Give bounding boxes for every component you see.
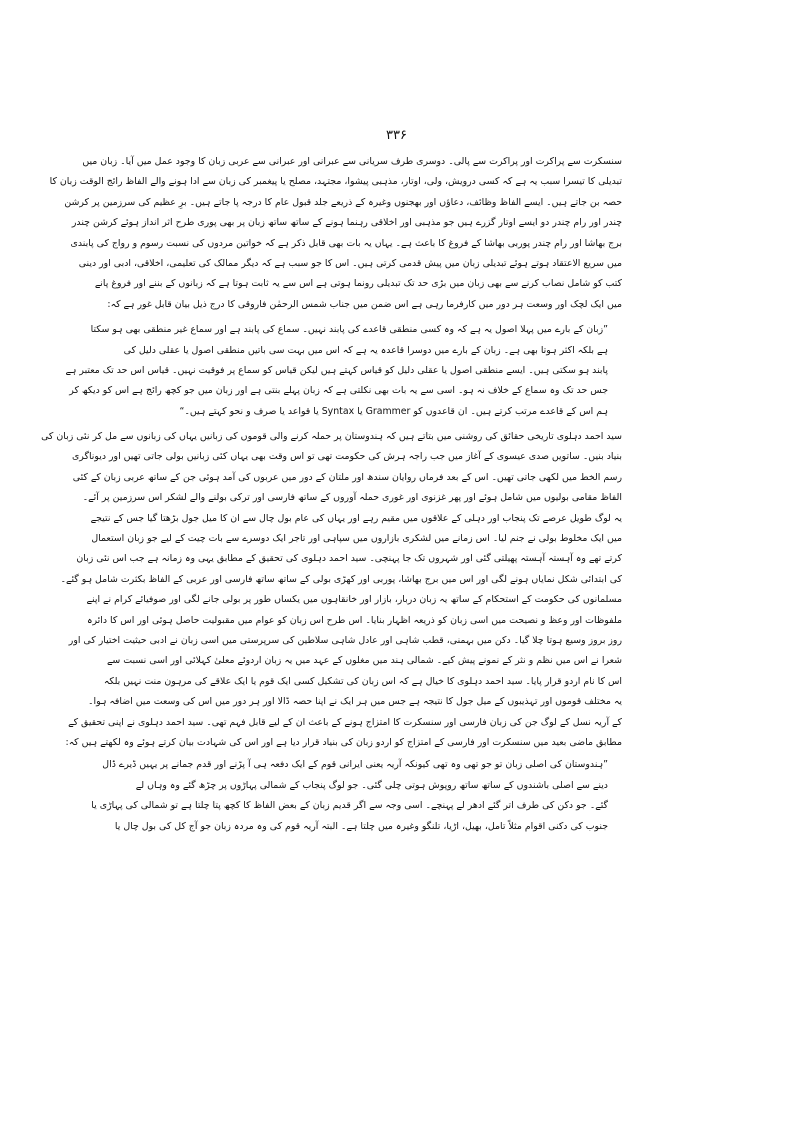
block-quote-1 (65, 320, 608, 422)
text-line: یہ مختلف قوموں اور تہذیبوں کے میل جول کا نتیجہ ہے جس میں ہر ایک نے اپنا حصہ ڈالا اور ہر دور میں اس کی وسعت میں اضافہ ہوا۔ (88, 696, 622, 708)
quote-line: جنوب کی دکنی اقوام مثلاً تامل، بھیل، اڑیا، تلنگو وغیرہ میں چلتا ہے۔ البتہ آریہ قوم کی وہ مردہ زبان جو آج کل کی بول چال یا (114, 820, 608, 832)
block-quote-2 (91, 755, 608, 837)
quote-line: ہم اس کے قاعدے مرتب کرتے ہیں۔ ان قاعدوں کو Grammer یا Syntax یا قواعد یا صرف و نحو کہتے ہیں۔“ (179, 405, 608, 417)
quote-line: ”ہندوستان کی اصلی زبان تو جو تھی وہ تھی کیونکہ آریہ یعنی ایرانی قوم کے ایک دفعہ ہی آ پڑنے اور قدم جمانے پر یہیں ڈیرے ڈال (102, 759, 608, 771)
text-line: میں سریع الاعتقاد ہوتے ہوئے تبدیلی زبان میں پیش قدمی کرتی ہیں۔ اس کا جو سبب ہے کہ دیگر ممالک کی تعلیمی، اخلاقی، ادبی اور دینی (78, 257, 622, 269)
text-line: کی ابتدائی شکل نمایاں ہونے لگی اور اس میں برج بھاشا، پوربی اور کھڑی بولی کے ساتھ ساتھ فارسی اور عربی کے الفاظ بکثرت شامل ہو گئے۔ (60, 573, 622, 585)
text-line: یہ لوگ طویل عرصے تک پنجاب اور دہلی کے علاقوں میں مقیم رہے اور یہاں کی عام بول چال سے ان کا میل جول بڑھتا گیا جس کے نتیجے (90, 512, 622, 524)
text-line: چندر اور رام چندر دو ایسے اوتار گزرے ہیں جو مذہبی اور اخلاقی رہنما ہونے کے ساتھ ساتھ زبان پر بھی پوری طرح اثر انداز ہوئے کرشن چندر (71, 217, 622, 229)
text-line: برج بھاشا اور رام چندر پوربی بھاشا کے فروغ کا باعث ہے۔ یہاں یہ بات بھی قابل ذکر ہے کہ خواتین مردوں کی نسبت رسوم و رواج کی پابندی (70, 237, 622, 249)
quote-line: گئے۔ جو دکن کی طرف اتر گئے ادھر لے پہنچے۔ اسی وجہ سے اگر قدیم زبان کے بعض الفاظ کا کچھ پتا چلتا ہے تو شمالی کی پہاڑی یا (91, 800, 608, 812)
text-line: مسلمانوں کی حکومت کے استحکام کے ساتھ یہ زبان دربار، بازار اور خانقاہوں میں یکساں طور پر بولی جانے لگی اور صوفیائے کرام نے اپنے (86, 594, 622, 606)
document-body (41, 152, 622, 837)
text-line: کرتے تھے وہ آہستہ آہستہ پھیلتی گئی اور شہروں تک جا پہنچی۔ سید احمد دہلوی کی تحقیق کے مطابق یہی وہ زمانہ ہے جب اس نئی زبان (76, 553, 622, 565)
text-line: مطابق ماضی بعید میں سنسکرت اور فارسی کے امتزاج کو اردو زبان کی بنیاد قرار دیا ہے اور اس کی شہادت بیان کرتے ہوئے وہ لکھتے ہیں کہ: (65, 736, 622, 748)
text-line: ملفوظات اور وعظ و نصیحت میں اسی زبان کو ذریعہ اظہار بنایا۔ اس طرح اس زبان کو عوام میں مقبولیت حاصل ہوئی اور اس کا دائرہ (86, 614, 622, 626)
page-number: ۳۳۶ (386, 128, 407, 143)
quote-line: جس حد تک وہ سماع کے خلاف نہ ہو۔ اسی سے یہ بات بھی نکلتی ہے کہ زبان پہلے بنتی ہے اور زبان میں جو کچھ رائج ہے اس کو دیکھ کر (69, 385, 608, 397)
text-line: اس کا نام اردو قرار پایا۔ سید احمد دہلوی کا خیال ہے کہ اس زبان کی تشکیل کسی ایک قوم یا ایک علاقے کی مرہون منت نہیں بلکہ (103, 675, 622, 687)
quote-line: پابند ہو سکتی ہیں۔ ایسے منطقی اصول یا عقلی دلیل کو قیاس کہتے ہیں لیکن قیاس کو سماع پر فوقیت نہیں۔ قیاس اس حد تک معتبر ہے (65, 364, 608, 376)
text-line: میں ایک مخلوط بولی نے جنم لیا۔ اس زمانے میں لشکری بازاروں میں سپاہی اور تاجر ایک دوسرے سے بات چیت کے لیے جو زبان استعمال (91, 533, 622, 545)
quote-line: ہے بلکہ اکثر ہوتا بھی ہے۔ زبان کے بارے میں دوسرا قاعدہ یہ ہے کہ اس میں بہت سی باتیں منطقی اصول یا عقلی دلیل کی (123, 344, 608, 356)
text-line: روز بروز وسیع ہوتا چلا گیا۔ دکن میں بہمنی، قطب شاہی اور عادل شاہی سلاطین کی سرپرستی میں اسی زبان نے ادبی حیثیت اختیار کی اور (68, 634, 622, 646)
text-line: شعرا نے اس میں نظم و نثر کے نمونے پیش کیے۔ شمالی ہند میں مغلوں کے عہد میں یہ زبان اردوئے معلیٰ کہلائی اور اسی نسبت سے (106, 655, 622, 667)
paragraph-1 (49, 152, 622, 315)
text-line: سید احمد دہلوی تاریخی حقائق کی روشنی میں بتاتے ہیں کہ ہندوستان پر حملہ کرنے والی قوموں کی زبانیں یہاں کی زبانوں سے مل کر نئی زبان کی (41, 431, 622, 443)
text-line: رسم الخط میں لکھی جاتی تھیں۔ اس کے بعد فرماں روایان سندھ اور ملتان کے دور میں عربوں کی آمد ہوئی جن کے ساتھ عربی زبان کے کئی (72, 471, 622, 483)
text-line: حصہ بن جاتے ہیں۔ ایسے الفاظ وظائف، دعاؤں اور بھجنوں وغیرہ کے ذریعے جلد قبول عام کا درجہ پا جاتے ہیں۔ برِ عظیم کی سرزمین پر کرشن (64, 196, 622, 208)
text-line: الفاظ مقامی بولیوں میں شامل ہوئے اور پھر غزنوی اور غوری حملہ آوروں کے ساتھ فارسی اور ترکی بولنے والے لشکر اس سرزمین پر آئے۔ (82, 492, 622, 504)
text-line: بنیاد بنیں۔ ساتویں صدی عیسوی کے آغاز میں جب راجہ ہرش کی حکومت تھی تو اس وقت بھی یہاں کئی زبانیں بولی جاتی تھیں اور دیوناگری (71, 451, 622, 463)
text-line: کے آریہ نسل کے لوگ جن کی زبان فارسی اور سنسکرت کا امتزاج ہونے کے باعث ان کے لیے قابل فہم تھی۔ سید احمد دہلوی نے اپنی تحقیق کے (68, 716, 622, 728)
text-line: سنسکرت سے پراکرت اور پراکرت سے پالی۔ دوسری طرف سریانی سے عبرانی اور عبرانی سے عربی زبان کا وجود عمل میں آیا۔ زبان میں (82, 156, 622, 167)
text-line: تبدیلی کا تیسرا سبب یہ ہے کہ کسی درویش، ولی، اوتار، مذہبی پیشوا، مجتہد، مصلح یا پیغمبر کی زبان سے ادا ہونے والے الفاظ رائج الوقت زبان کا (49, 176, 622, 188)
paragraph-2 (41, 427, 622, 753)
text-line: کتب کو شامل نصاب کرنے سے بھی زبان میں بڑی حد تک تبدیلی رونما ہوتی ہے اس سے یہ ثابت ہوتا ہے کہ زبانوں کے بننے اور فروغ پانے (94, 278, 622, 290)
quote-line: دینے سے اصلی باشندوں کے ساتھ ساتھ روپوش ہوتی چلی گئی۔ جو لوگ پنجاب کے شمالی پہاڑوں پر چڑھ گئے وہ وہاں لے (135, 779, 608, 791)
text-line: میں ایک لچک اور وسعت ہر دور میں کارفرما رہی ہے اس ضمن میں جناب شمس الرحمٰن فاروقی کا درج ذیل بیان قابل غور ہے کہ: (107, 298, 622, 310)
quote-line: ”زبان کے بارے میں پہلا اصول یہ ہے کہ وہ کسی منطقی قاعدے کی پابند نہیں۔ سماع کی پابند ہے اور سماع غیر منطقی بھی ہو سکتا (90, 324, 608, 336)
